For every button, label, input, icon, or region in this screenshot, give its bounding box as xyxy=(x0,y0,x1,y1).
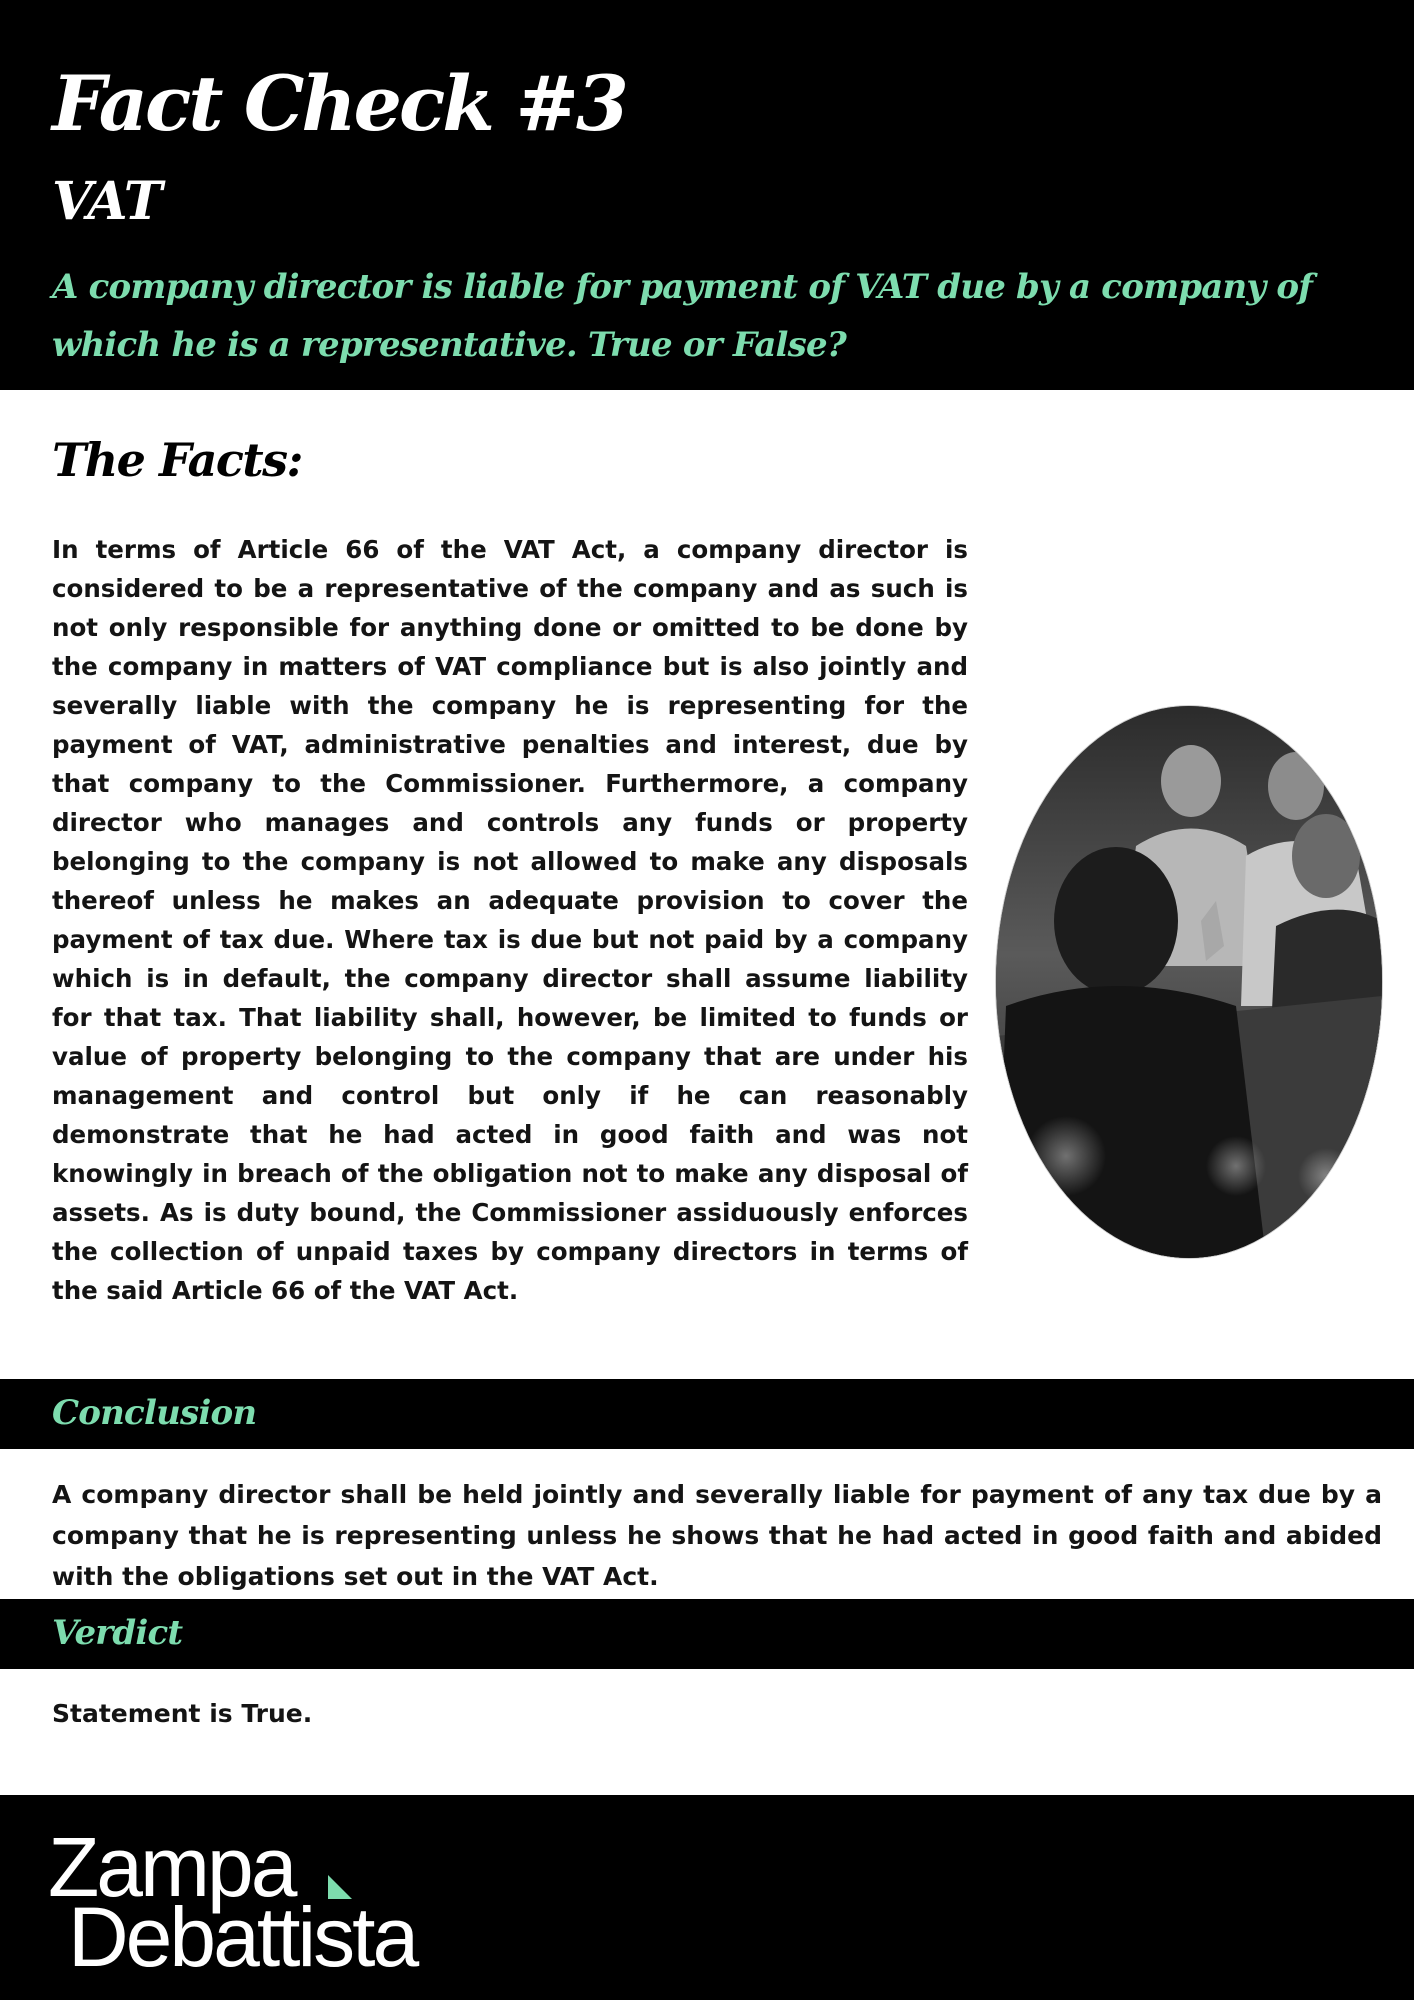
fact-check-question: A company director is liable for payment of VAT due by a company of which he is a representative. True or False? xyxy=(52,267,1313,365)
facts-body: In terms of Article 66 of the VAT Act, a company director is considered to be a representative of the company and as such is not only responsible for anything done or omitted to be done by the company in matters of VAT compliance but is also jointly and severally liable with the company he is representing for the payment of VAT, administrative penalties and interest, due by that company to the Commissioner. Furthermore, a company director who manages and controls any funds or property belonging to the company is not allowed to make any disposals thereof unless he makes an adequate provision to cover the payment of tax due. Where tax is due but not paid by a company which is in default, the company director shall assume liability for that tax. That liability shall, however, be limited to funds or value of property belonging to the company that are under his management and control but only if he can reasonably demonstrate that he had acted in good faith and was not knowingly in breach of the obligation not to make any disposal of assets. As is duty bound, the Commissioner assiduously enforces the collection of unpaid taxes by company directors in terms of the said Article 66 of the VAT Act. xyxy=(52,535,968,1305)
verdict-heading: Verdict xyxy=(52,1613,183,1653)
conclusion-heading: Conclusion xyxy=(52,1393,257,1433)
page-title: Fact Check #3 xyxy=(52,59,626,148)
meeting-photo xyxy=(995,705,1383,1259)
header-banner xyxy=(0,0,1414,390)
conclusion-body: A company director shall be held jointly and severally liable for payment of any tax due by a company that he is representing unless he shows that he had acted in good faith and abided with the obligations set out in the VAT Act. xyxy=(52,1480,1382,1591)
facts-heading: The Facts: xyxy=(52,433,303,487)
conclusion-bar xyxy=(0,1379,1414,1449)
logo-text-line1: Zampa xyxy=(48,1820,295,1914)
logo-text-line2: Debattista xyxy=(68,1890,417,1984)
page-subtitle: VAT xyxy=(52,171,162,232)
verdict-body: Statement is True. xyxy=(52,1699,313,1728)
verdict-bar xyxy=(0,1599,1414,1669)
company-logo xyxy=(48,1820,488,1995)
footer xyxy=(0,1795,1414,2000)
